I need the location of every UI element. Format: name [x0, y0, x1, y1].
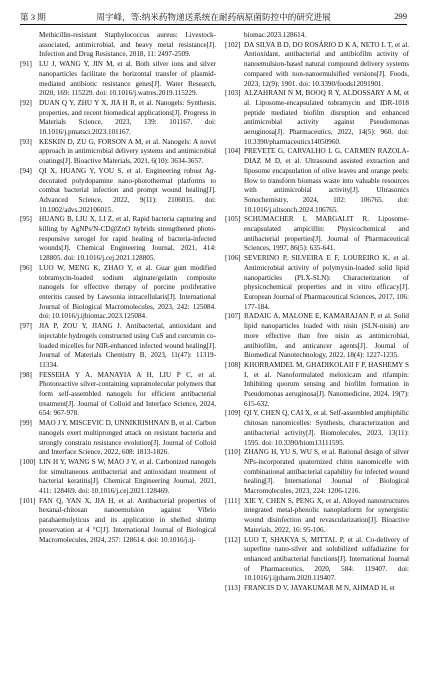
reference-number: [109]: [225, 409, 241, 418]
reference-text: XIE Y, CHEN S, PENG X, et al. Alloyed nanostructures integrated metal-phenolic nanoplatform for synergistic wound disinfection and revascularization[J]. Bioactive Materials, 2022, 16: 95-106.: [244, 496, 409, 534]
reference-entry: [20, 371, 216, 420]
reference-entry: [20, 138, 216, 167]
reference-entry: [225, 536, 409, 585]
reference-text: PREVETE G, CARVALHO L G, CARMEN RAZOLA-DIAZ M D, et al. Ultrasound assisted extraction and liposome encapsulation of olive leaves and orange peels: How to transform biomass waste into valuable resources with antimicrobial activity[J]. Ultrasonics Sonochemistry, 2024, 102: 106765. doi: 10.1016/j.ultsonch.2024.106765.: [244, 147, 409, 214]
reference-text: Methicillin-resistant Staphylococcus aureus: Livestock-associated, antimicrobial, and heavy metal resistance[J]. Infection and Drug Resistance, 2018, 11: 2497-2509.: [39, 31, 216, 59]
reference-number: [91]: [20, 60, 32, 69]
reference-entry: [20, 167, 216, 216]
reference-text: KESKIN D, ZU G, FORSON A M, et al. Nanogels: A novel approach in antimicrobial delivery systems and antimicrobial coatings[J]. Bioactive Materials, 2021, 6(10): 3634-3657.: [39, 137, 216, 166]
reference-number: [101]: [20, 496, 36, 505]
reference-entry: [225, 147, 409, 215]
reference-number: [96]: [20, 263, 32, 272]
reference-entry: [20, 215, 216, 264]
reference-entry: [20, 60, 216, 99]
reference-entry: [225, 584, 409, 594]
reference-number: [112]: [225, 535, 241, 544]
reference-text: KHORRAMDEL M, GHADIKOLAII F P, HASHEMY S I, et al. Nanoformulated meloxicam and rifampin: Inhibiting quorum sensing and biofilm formation in Pseudomonas aeruginosa[J]. Nanomedicine, 2024, 19(7): 615-632.: [244, 360, 409, 408]
running-title: 周宇峰，等:纳米药物递送系统在耐药病原菌防控中的研究进展: [96, 12, 331, 22]
header-rule: [20, 24, 407, 25]
reference-text: DUAN Q Y, ZHU Y X, JIA H R, et al. Nanogels: Synthesis, properties, and recent biomedical applications[J]. Progress in Materials Science, 2023, 139: 101167. doi: 10.1016/j.pmatsci.2023.101167.: [39, 98, 216, 137]
reference-text: FRANCIS D V, JAYAKUMAR M N, AHMAD H, et: [244, 584, 395, 593]
reference-number: [93]: [20, 137, 32, 146]
reference-text: LU J, WANG Y, JIN M, et al. Both silver ions and silver nanoparticles facilitate the horizontal transfer of plasmid-mediated antibiotic resistance genes[J]. Water Research, 2020, 169: 115229. doi: 10.1016/j.watres.2019.115229.: [39, 60, 216, 98]
reference-number: [98]: [20, 370, 32, 379]
reference-number: [102]: [225, 40, 241, 49]
reference-number: [95]: [20, 215, 32, 224]
reference-number: [108]: [225, 360, 241, 369]
reference-number: [110]: [225, 448, 241, 457]
reference-column-left: [20, 31, 216, 545]
reference-number: [107]: [225, 312, 241, 321]
reference-text: FESSEHA Y A, MANAYIA A H, LIU P C, et al. Photoreactive silver-containing supramolecular polymers that form self-assembled nanogels for efficient antibacterial treatment[J]. Journal of Colloid and Interface Science, 2024, 654: 967-978.: [39, 370, 216, 418]
page-number: 299: [394, 11, 407, 21]
reference-entry: [20, 99, 216, 138]
reference-text: JIA P, ZOU Y, JIANG J. Antibacterial, antioxidant and injectable hydrogels constructed using CuS and curcumin co-loaded micelles for NIR-enhanced infected wound healing[J]. Journal of Materials Chemistry B, 2023, 11(47): 11319-11334.: [39, 322, 216, 369]
reference-entry: [225, 254, 409, 312]
reference-number: [106]: [225, 254, 241, 263]
reference-text: MAO J Y, MISCEVIC D, UNNIKRISHNAN B, et al. Carbon nanogels exert multipronged attack on resistant bacteria and strongly constrain resistance evolution[J]. Journal of Colloid and Interface Science, 2022, 608: 1813-1826.: [39, 419, 216, 457]
reference-number: [105]: [225, 215, 241, 224]
reference-number: [113]: [225, 584, 241, 593]
reference-text: LIN H Y, WANG S W, MAO J Y, et al. Carbonized nanogels for simultaneous antibacterial and antioxidant treatment of bacterial keratitis[J]. Chemical Engineering Journal, 2021, 411: 128469. doi: 10.1016/j.cej.2021.128469.: [39, 457, 216, 496]
reference-text: ALZAHRANI N M, BOOQ R Y, ALDOSSARY A M, et al. Liposome-encapsulated tobramycin and IDR-1018 peptide mediated biofilm disruption and enhanced antimicrobial activity against Pseudomonas aeruginosa[J]. Pharmaceutics, 2022, 14(5): 960. doi: 10.3390/pharmaceutics14050960.: [244, 89, 409, 146]
reference-number: [100]: [20, 457, 36, 466]
reference-entry: [225, 41, 409, 90]
reference-text: QI X, HUANG Y, YOU S, et al. Engineering robust Ag-decorated polydopamine nano-photothermal platforms to combat bacterial infection and prompt wound healing[J]. Advanced Science, 2022, 9(11): 2106015. doi: 10.1002/advs.202106015.: [39, 166, 216, 214]
reference-entry: [225, 215, 409, 254]
reference-number: [92]: [20, 98, 32, 107]
reference-number: [99]: [20, 419, 32, 428]
reference-number: [103]: [225, 89, 241, 98]
reference-entry: [20, 458, 216, 497]
reference-number: [104]: [225, 147, 241, 156]
reference-text: SCHUMACHER I, MARGALIT R. Liposome-encapsulated ampicillin: Physicochemical and antibacterial properties[J]. Journal of Pharmaceutical Sciences, 1997, 86(5): 635-641.: [244, 215, 409, 253]
reference-entry: [20, 31, 216, 60]
reference-text: DA SILVA B D, DO ROSÁRIO D K A, NETO L T, et al. Antioxidant, antibacterial and antibiofilm activity of nanoemulsion-based natural compound delivery systems compared with non-nanoemulsified versions[J]. Foods, 2023, 12(9): 1901. doi: 10.3390/foods12091901.: [244, 40, 409, 88]
reference-entry: [20, 264, 216, 322]
reference-number: [94]: [20, 166, 32, 175]
reference-entry: [225, 31, 409, 41]
reference-entry: [225, 448, 409, 497]
reference-text: biomac.2023.128614.: [244, 31, 307, 39]
reference-entry: [225, 89, 409, 147]
reference-entry: [20, 419, 216, 458]
reference-text: HUANG B, LIU X, LI Z, et al. Rapid bacteria capturing and killing by AgNPs/N-CD@ZnO hybrids strengthened photo-responsive xerogel for rapid healing of bacteria-infected wounds[J]. Chemical Engineering Journal, 2021, 414: 128805. doi: 10.1016/j.cej.2021.128805.: [39, 215, 216, 263]
reference-entry: [225, 409, 409, 448]
reference-text: QI Y, CHEN Q, CAI X, et al. Self-assembled amphiphilic chitosan nanomicelles: Synthesis, characterization and antibacterial activity[J]. Biomolecules, 2023, 13(11): 1595. doi: 10.3390/biom13111595.: [244, 409, 409, 447]
reference-entry: [225, 361, 409, 410]
reference-entry: [225, 497, 409, 536]
reference-text: FAN Q, YAN X, JIA H, et al. Antibacterial properties of hexanal-chitosan nanoemulsion against Vibrio parahaemolyticus and its application in shelled shrimp preservation at 4 °C[J]. International Journal of Biological Macromolecules, 2024, 257: 128614. doi: 10.1016/j.ij-: [39, 496, 216, 544]
issue-label: 第 3 期: [20, 12, 46, 22]
reference-entry: [225, 312, 409, 361]
reference-entry: [20, 497, 216, 546]
reference-number: [111]: [225, 496, 240, 505]
reference-entry: [20, 322, 216, 371]
reference-number: [97]: [20, 322, 32, 331]
reference-text: LUO T, SHAKYA S, MITTAL P, et al. Co-delivery of superfine nano-silver and solubilized sulfadiazine for enhanced antibacterial functions[J]. International Journal of Pharmaceutics, 2020, 584: 119407. doi: 10.1016/j.ijpharm.2020.119407.: [244, 535, 409, 583]
reference-text: LUO W, MENG K, ZHAO Y, et al. Guar gum modified tobramycin-loaded sodium alginate/gelatin composite nanogels for effective therapy of porcine proliferative enteritis caused by Lawsonia intracellularis[J]. International Journal of Biological Macromolecules, 2023, 242: 125084. doi: 10.1016/j.ijbiomac.2023.125084.: [39, 263, 216, 321]
reference-column-right: [225, 31, 409, 594]
reference-text: RADAIC A, MALONE E, KAMARAJAN P, et al. Solid lipid nanoparticles loaded with nisin (SLN-nisin) are more effective than free nisin as antimicrobial, antibiofilm, and anticancer agents[J]. Journal of Biomedical Nanotechnology, 2022, 18(4): 1227-1235.: [244, 312, 409, 360]
reference-text: SEVERINO P, SILVEIRA E F, LOUREIRO K, et al. Antimicrobial activity of polymyxin-loaded solid lipid nanoparticles (PLX-SLN): Characterization of physicochemical properties and in vitro efficacy[J]. European Journal of Pharmaceutical Sciences, 2017, 106: 177-184.: [244, 254, 409, 311]
reference-text: ZHANG H, YU S, WU S, et al. Rational design of silver NPs-incorporated quaternized chitin nanomicelle with combinational antibacterial capability for infected wound healing[J]. International Journal of Biological Macromolecules, 2023, 224: 1206-1216.: [244, 448, 409, 496]
